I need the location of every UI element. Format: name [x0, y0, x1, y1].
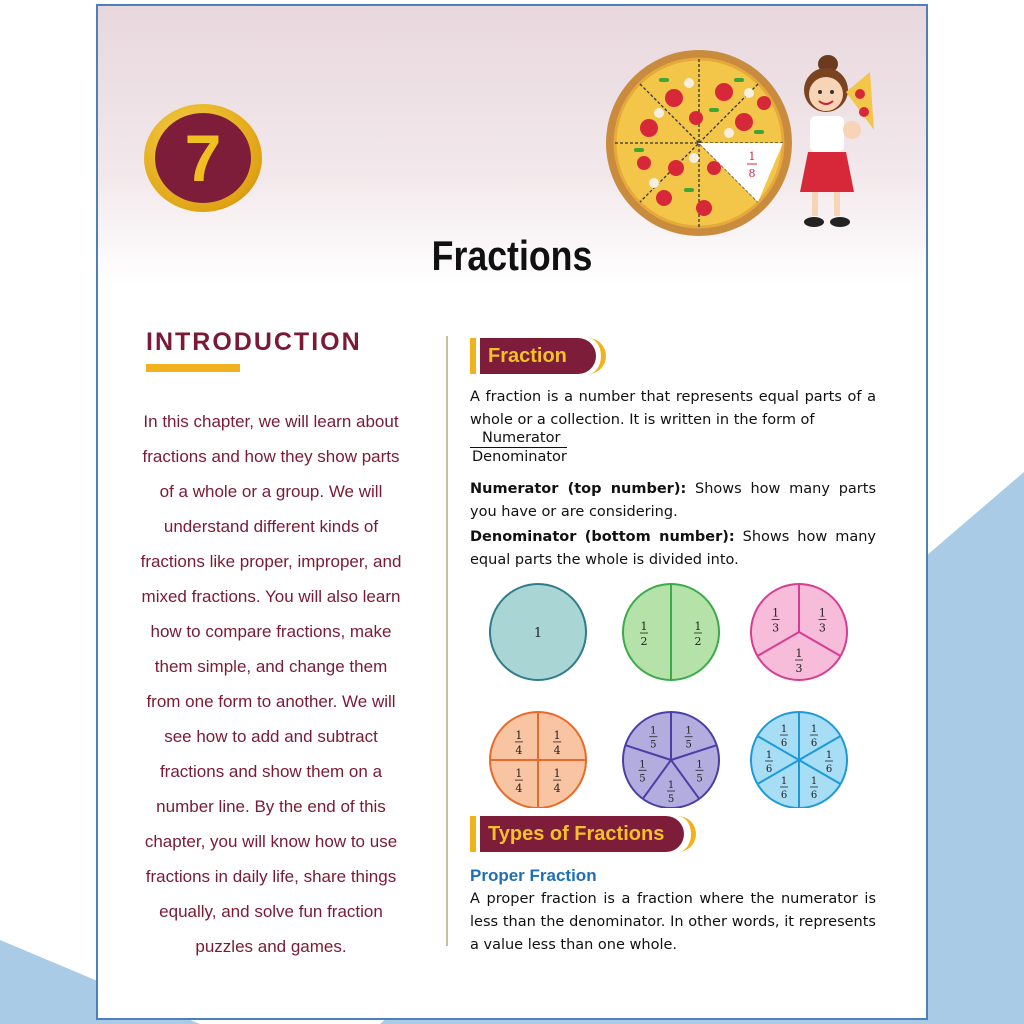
sector-denominator: 6 [780, 789, 788, 801]
fraction-circles [488, 578, 868, 808]
types-ribbon [470, 816, 696, 852]
sector-numerator: 1 [825, 750, 833, 761]
sector-numerator: 1 [810, 724, 818, 736]
sector-numerator: 1 [772, 606, 780, 620]
pizza-illustration [604, 48, 794, 238]
sector-numerator: 1 [780, 724, 788, 736]
sector-denominator: 4 [553, 782, 561, 796]
sector-denominator: 6 [825, 764, 833, 775]
sector-numerator: 1 [685, 725, 692, 737]
chapter-header [98, 6, 926, 286]
whole-label: 1 [533, 626, 543, 641]
denominator-description: Shows how many equal parts the whole is divided into. [470, 529, 876, 568]
fraction-bar [470, 447, 567, 448]
sector-denominator: 2 [640, 635, 648, 648]
sector-denominator: 5 [639, 773, 646, 785]
fraction-definition: A fraction is a number that represents equal parts of a whole or a collection. It is written in the form of [470, 389, 876, 428]
sector-numerator: 1 [780, 775, 788, 787]
sector-numerator: 1 [818, 606, 826, 620]
chapter-number: 7 [184, 121, 222, 195]
sector-denominator: 4 [515, 743, 523, 757]
girl-with-pizza-illustration [788, 52, 888, 234]
sector-numerator: 1 [553, 767, 561, 781]
form-denominator: Denominator [472, 449, 567, 465]
sector-denominator: 3 [772, 621, 780, 635]
sector-denominator: 2 [694, 635, 702, 648]
sector-denominator: 4 [553, 743, 561, 757]
numerator-description: Shows how many parts you have or are considering. [470, 481, 877, 520]
sector-numerator: 1 [515, 767, 523, 781]
proper-fraction-text: A proper fraction is a fraction where the numerator is less than the denominator. In other words, it represents a value less than one whole. [470, 891, 876, 953]
sector-numerator: 1 [795, 647, 803, 660]
sector-denominator: 3 [795, 662, 803, 675]
fraction-circle-5 [623, 712, 719, 808]
pizza-fraction-denominator: 8 [748, 167, 756, 180]
sector-numerator: 1 [810, 775, 818, 787]
fraction-circle-6 [751, 712, 847, 808]
chapter-number-badge [144, 104, 262, 212]
sector-numerator: 1 [515, 728, 523, 742]
sector-denominator: 6 [810, 738, 818, 750]
pizza-fraction-numerator: 1 [748, 150, 756, 163]
fraction-circle-2 [623, 584, 719, 680]
denominator-term: Denominator (bottom number): [470, 529, 735, 545]
chapter-title: Fractions [431, 232, 593, 279]
denominator-explanation [470, 526, 876, 572]
sector-numerator: 1 [640, 620, 648, 633]
sector-numerator: 1 [650, 725, 657, 737]
proper-fraction-heading: Proper Fraction [470, 866, 597, 885]
fraction-circle-3 [751, 584, 847, 680]
column-divider [446, 336, 448, 946]
fraction-circle-1 [490, 584, 586, 680]
numerator-term: Numerator (top number): [470, 481, 687, 497]
sector-denominator: 5 [696, 773, 703, 785]
sector-denominator: 5 [685, 739, 692, 751]
sector-numerator: 1 [553, 728, 561, 742]
types-heading: Types of Fractions [480, 816, 684, 852]
introduction-heading: INTRODUCTION [146, 328, 362, 356]
sector-numerator: 1 [765, 750, 773, 761]
sector-denominator: 6 [810, 789, 818, 801]
sector-denominator: 5 [650, 739, 657, 751]
fraction-ribbon [470, 338, 606, 374]
sector-denominator: 6 [765, 764, 773, 775]
sector-numerator: 1 [639, 759, 646, 771]
sector-numerator: 1 [696, 759, 703, 771]
fraction-circle-4 [490, 712, 586, 808]
fraction-form [470, 430, 567, 465]
form-numerator: Numerator [482, 430, 561, 446]
sector-denominator: 4 [515, 782, 523, 796]
sector-numerator: 1 [694, 620, 702, 633]
sector-denominator: 6 [780, 738, 788, 750]
introduction-text: In this chapter, we will learn about fractions and how they show parts of a whole or a group. We will understand different kinds of fractions like proper, improper, and mixed fractions. You will also learn how to compare fractions, make them simple, and change them from one form to another. We will see how to add and subtract fractions and show them on a number line. By the end of this chapter, you will know how to use fractions in daily life, share things equally, and solve fun fraction puzzles and games. [140, 412, 402, 956]
book-page [96, 4, 928, 1020]
sector-numerator: 1 [667, 780, 675, 791]
sector-denominator: 3 [818, 621, 826, 635]
introduction-underline [146, 364, 240, 372]
fraction-heading: Fraction [480, 338, 596, 374]
numerator-explanation [470, 478, 876, 524]
sector-denominator: 5 [667, 794, 675, 805]
